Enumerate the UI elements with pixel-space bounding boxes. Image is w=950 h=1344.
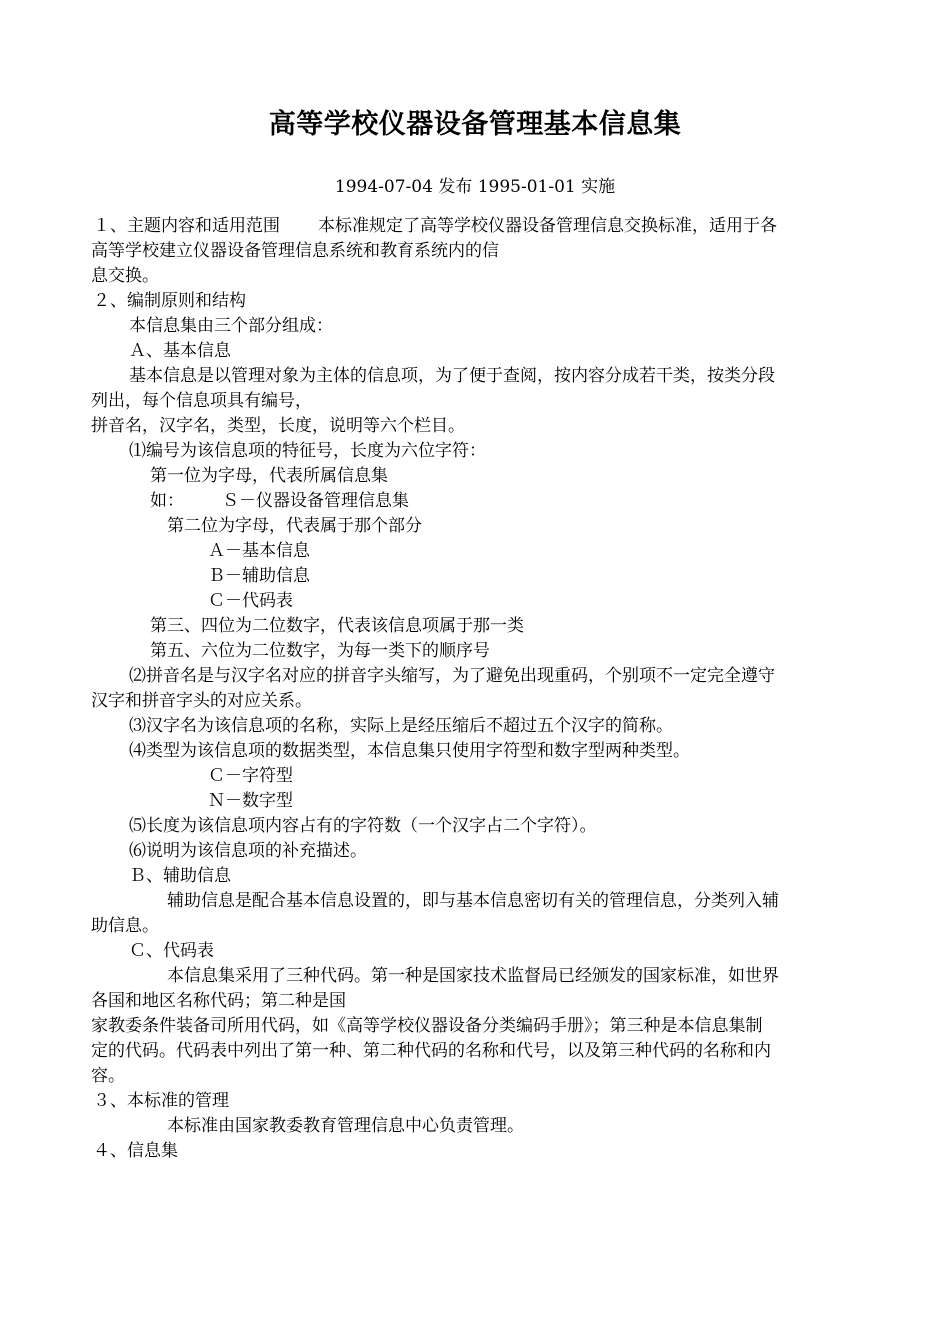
option-a: Ａ－基本信息 [208,541,310,561]
document-body [91,214,861,1164]
paragraph-line: 汉字和拼音字头的对应关系。 [91,691,312,711]
type-n: Ｎ－数字型 [208,791,293,811]
item-1-example [91,489,861,514]
subsection-b-heading: Ｂ、辅助信息 [129,866,231,886]
subsection-c-heading: Ｃ、代码表 [129,941,214,961]
item-2: ⑵拼音名是与汉字名对应的拼音字头缩写，为了避免出现重码，个别项不一定完全遵守 [129,666,775,686]
item-4: ⑷类型为该信息项的数据类型，本信息集只使用字符型和数字型两种类型。 [129,741,690,761]
type-c: Ｃ－字符型 [208,766,293,786]
paragraph-line: 拼音名，汉字名，类型，长度，说明等六个栏目。 [91,416,465,436]
paragraph-line: 家教委条件装备司所用代码，如《高等学校仪器设备分类编码手册》；第三种是本信息集制 [91,1016,763,1036]
section-4-heading: ４、信息集 [93,1141,178,1161]
paragraph-line: 容。 [91,1066,125,1086]
paragraph-line: 本信息集由三个部分组成： [129,316,333,336]
paragraph-line: 辅助信息是配合基本信息设置的，即与基本信息密切有关的管理信息，分类列入辅 [167,891,779,911]
paragraph-line: 本信息集采用了三种代码。第一种是国家技术监督局已经颁发的国家标准，如世界 [167,966,779,986]
item-6: ⑹说明为该信息项的补充描述。 [129,841,367,861]
paragraph-line: 各国和地区名称代码；第二种是国 [91,991,346,1011]
example-label: 如： [150,491,184,511]
item-1-third: 第三、四位为二位数字，代表该信息项属于那一类 [150,616,524,636]
section-3-heading: ３、本标准的管理 [93,1091,229,1111]
publish-dateline: 1994-07-04 发布 1995-01-01 实施 [334,177,616,197]
item-1: ⑴编号为该信息项的特征号，长度为六位字符： [129,441,486,461]
paragraph-line: 高等学校建立仪器设备管理信息系统和教育系统内的信 [91,241,499,261]
document-title: 高等学校仪器设备管理基本信息集 [268,109,682,140]
item-1-fifth: 第五、六位为二位数字，为每一类下的顺序号 [150,641,490,661]
item-5: ⑸长度为该信息项内容占有的字符数（一个汉字占二个字符）。 [129,816,597,836]
section-1-heading: １、主题内容和适用范围 [93,216,280,236]
item-3: ⑶汉字名为该信息项的名称，实际上是经压缩后不超过五个汉字的简称。 [129,716,673,736]
paragraph-line: 列出，每个信息项具有编号， [91,391,312,411]
subsection-a-heading: Ａ、基本信息 [129,341,231,361]
paragraph-line: 基本信息是以管理对象为主体的信息项，为了便于查阅，按内容分成若干类，按类分段 [129,366,775,386]
paragraph-line: 息交换。 [91,266,159,286]
option-c: Ｃ－代码表 [208,591,293,611]
paragraph-line: 定的代码。代码表中列出了第一种、第二种代码的名称和代号，以及第三种代码的名称和内 [91,1041,771,1061]
option-b: Ｂ－辅助信息 [208,566,310,586]
paragraph-line: 助信息。 [91,916,159,936]
paragraph-line: 本标准由国家教委教育管理信息中心负责管理。 [167,1116,524,1136]
item-1-second: 第二位为字母，代表属于那个部分 [167,516,422,536]
example-value: Ｓ－仪器设备管理信息集 [222,491,409,511]
section-2-heading: ２、编制原则和结构 [93,291,246,311]
section-1-line [91,214,861,239]
section-1-text: 本标准规定了高等学校仪器设备管理信息交换标准，适用于各 [318,216,777,236]
item-1-first: 第一位为字母，代表所属信息集 [150,466,388,486]
